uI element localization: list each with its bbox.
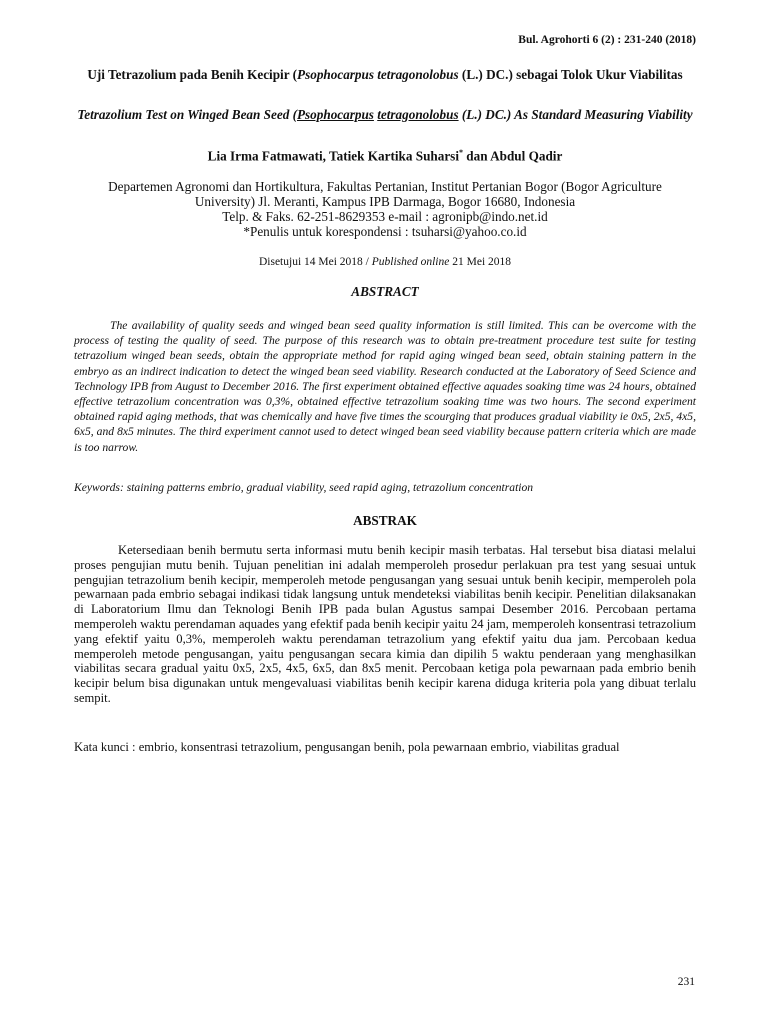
authors-b: dan Abdul Qadir — [462, 148, 563, 164]
abstract-body: The availability of quality seeds and winged bean seed quality information is still limited. This can be overcome with the process of testing the quality of seed. The purpose of this research was to obtain pre-treatment procedure test suite for testing tetrazolium winged bean seeds, obtain the appropriate method for rapid aging winged bean seed, obtain staining pattern in the embryo as an indirect indication to detect the winged bean seed viability. Research conducted at the Laboratory of Seed Science and Technology IPB from August to December 2016. The first experiment obtained effective aquades soaking time was 24 hours, obtained effective tetrazolium concentration was 0,3%, obtained effective tetrazolium soaking time was two hours. The second experiment obtained rapid aging methods, that was chemically and have five times the scourging that produces gradual viability ie 0x5, 2x5, 4x5, 6x5, and 8x5 minutes. The third experiment cannot used to detect winged bean seed viability because pattern criteria which are made is too narrow. — [74, 319, 696, 454]
published-label: Published online — [371, 256, 450, 268]
title-id-species: Psophocarpus tetragonolobus — [297, 67, 459, 82]
author-list — [74, 148, 696, 164]
keywords-english: Keywords: staining patterns embrio, gradual viability, seed rapid aging, tetrazolium concentration — [74, 481, 534, 494]
paper-title-indonesian — [74, 67, 696, 82]
affiliation-line: University) Jl. Meranti, Kampus IPB Darmaga, Bogor 16680, Indonesia — [194, 194, 576, 209]
title-en-genus: Psophocarpus — [296, 107, 374, 122]
title-en-epithet: tetragonolobus — [377, 107, 459, 122]
abstrak-heading: ABSTRAK — [353, 513, 417, 528]
authors-a: Lia Irma Fatmawati, Tatiek Kartika Suharsi — [207, 148, 459, 164]
contact-line: Telp. & Faks. 62-251-8629353 e-mail : agronipb@indo.net.id — [222, 209, 548, 224]
paper-title-english — [74, 108, 696, 122]
affiliation-line: Departemen Agronomi dan Hortikultura, Fakultas Pertanian, Institut Pertanian Bogor (Bogor Agriculture — [108, 179, 662, 194]
corresponding-mark: * — [458, 148, 463, 157]
affiliation-block — [74, 179, 696, 239]
running-head: Bul. Agrohorti 6 (2) : 231-240 (2018) — [518, 34, 696, 46]
keywords-indonesian: Kata kunci : embrio, konsentrasi tetrazolium, pengusangan benih, pola pewarnaan embrio, viabilitas gradual — [74, 740, 620, 754]
published-date: 21 Mei 2018 — [449, 256, 512, 268]
title-id-part2: (L.) DC.) sebagai Tolok Ukur Viabilitas — [458, 67, 683, 82]
title-en-part2: (L.) DC.) As Standard Measuring Viability — [458, 107, 693, 122]
correspondence-line: *Penulis untuk korespondensi : tsuharsi@yahoo.co.id — [243, 224, 527, 239]
publication-dates — [74, 256, 696, 268]
page-number: 231 — [677, 976, 695, 988]
title-en-part1: Tetrazolium Test on Winged Bean Seed ( — [77, 107, 297, 122]
approved-date: Disetujui 14 Mei 2018 / — [258, 256, 372, 268]
abstract-heading: ABSTRACT — [351, 284, 419, 299]
title-id-part1: Uji Tetrazolium pada Benih Kecipir ( — [87, 67, 298, 82]
abstrak-body: Ketersediaan benih bermutu serta informasi mutu benih kecipir masih terbatas. Hal tersebut bisa diatasi melalui proses pengujian mutu benih. Tujuan penelitian ini adalah memperoleh prosedur perlakuan pra test yang sesuai untuk pengujian tetrazolium benih kecipir, memperoleh metode pengusangan yang sesuai untuk benih kecipir, memperoleh pola pewarnaan pada embrio sebagai indikasi tidak langsung untuk mendeteksi viabilitas benih kecipir. Penelitian dilaksanakan di Laboratorium Ilmu dan Teknologi Benih IPB pada bulan Agustus sampai Desember 2016. Percobaan pertama memperoleh waktu perendaman aquades yang efektif pada benih kecipir yaitu 24 jam, memperoleh konsentrasi tetrazolium yang efektif yaitu 0,3%, memperoleh waktu perendaman tetrazolium yang efektif yaitu dua jam. Percobaan kedua memperoleh metode pengusangan, yaitu pengusangan secara kimia dan dipilih 5 waktu penderaan yang menghasilkan viabilitas secara gradual yaitu 0x5, 2x5, 4x5, 6x5, dan 8x5 menit. Percobaan ketiga pola pewarnaan pada embrio benih kecipir belum bisa digunakan untuk mengevaluasi viabilitas benih kecipir karena diduga kriteria pola yang dibuat terlalu sempit. — [74, 543, 696, 705]
